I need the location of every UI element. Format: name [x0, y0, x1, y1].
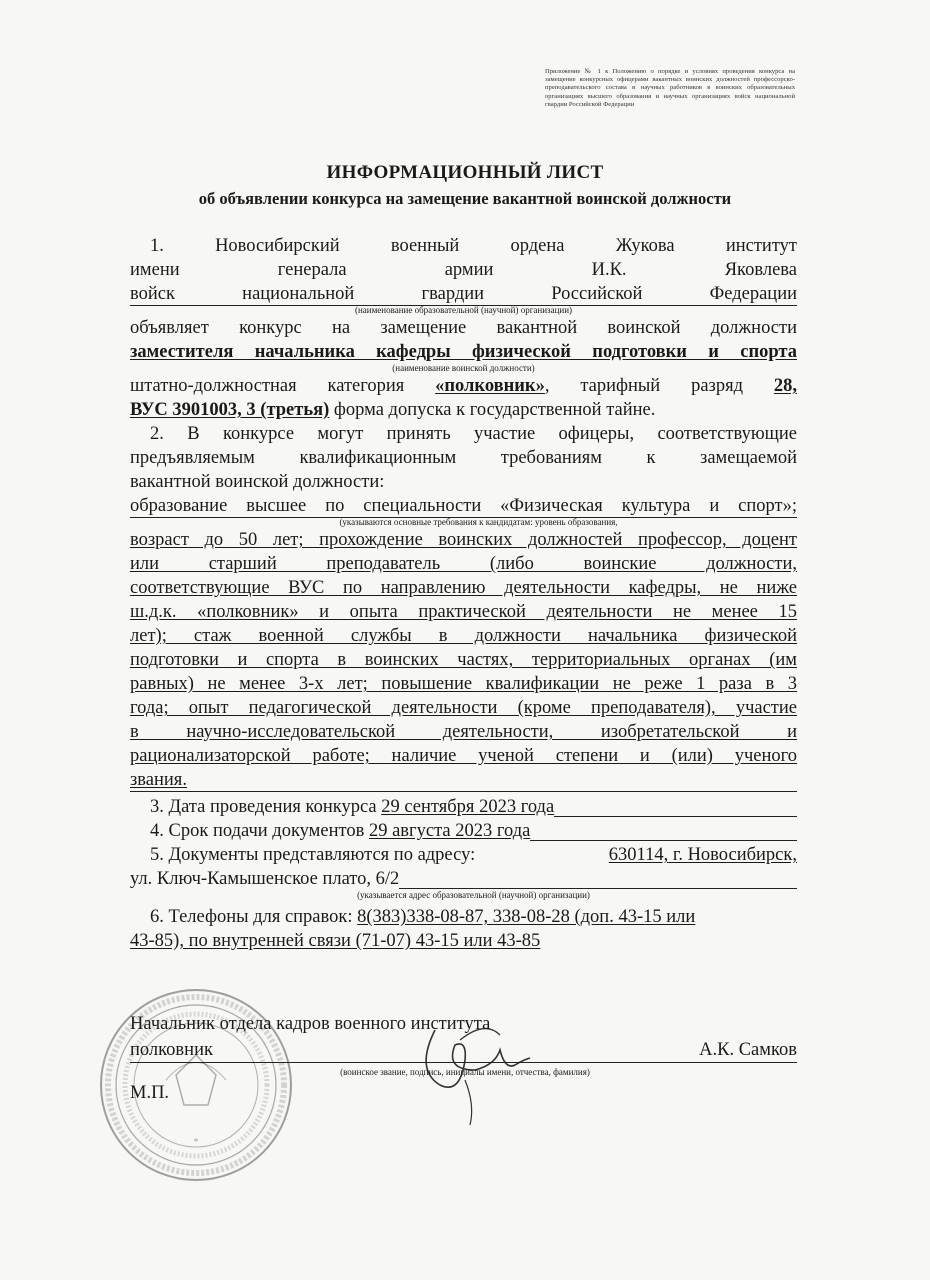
- p1-line7-b: форма допуска к государственной тайне.: [329, 400, 656, 420]
- signer-name: А.К. Самков: [699, 1040, 797, 1060]
- req-line: возраст до 50 лет; прохождение воинских должностей профессор, доцент: [130, 530, 797, 550]
- req-line: подготовки и спорта в воинских частях, территориальных органах (им: [130, 650, 797, 670]
- p6-label: 6. Телефоны для справок:: [150, 907, 358, 927]
- requirements-caption: (указываются основные требования к кандидатам: уровень образования,: [339, 517, 618, 527]
- p1-line6-b: , тарифный разряд: [544, 376, 774, 396]
- p5-label: 5. Документы представляются по адресу:: [150, 845, 476, 865]
- p1-line1: 1. Новосибирский военный ордена Жукова институт: [150, 236, 797, 256]
- p2-line1: 2. В конкурсе могут принять участие офицеры, соответствующие: [150, 424, 797, 444]
- document-subtitle: об объявлении конкурса на замещение вакантной воинской должности: [198, 189, 732, 208]
- document-title: ИНФОРМАЦИОННЫЙ ЛИСТ: [326, 162, 604, 183]
- p6-line1: [130, 905, 797, 929]
- org-caption: (наименование образовательной (научной) организации): [354, 305, 573, 315]
- req-line: лет); стаж военной службы в должности начальника физической: [130, 626, 797, 646]
- category-value: «полковник»: [435, 376, 545, 396]
- signature-block: [130, 1012, 797, 1107]
- stamp-place: М.П.: [130, 1083, 170, 1103]
- appendix-note: Приложение № 1 к Положению о порядке и условиях проведения конкурса на замещение конкурсных офицерами вакантных воинских должностей профессорско-преподавательского состава и научных работников в воинских образовательных организациях высшего образования и научных организациях войск национальной гвардии Российской Федерации: [545, 68, 795, 108]
- contest-date: 29 сентября 2023 года: [381, 797, 555, 817]
- submission-deadline: 29 августа 2023 года: [368, 821, 531, 841]
- p1-line3: войск национальной гвардии Российской Федерации: [130, 284, 797, 304]
- requirements-list: [130, 528, 797, 792]
- phones-line1: 8(383)338-08-87, 338-08-28 (доп. 43-15 или: [357, 907, 696, 927]
- req-line: года; опыт педагогической деятельности (кроме преподавателя), участие: [130, 698, 797, 718]
- req-line: в научно-исследовательской деятельности, изобретательской и: [130, 722, 797, 742]
- signer-rank: полковник: [130, 1040, 213, 1060]
- document-body: [130, 234, 797, 953]
- position-name: заместителя начальника кафедры физической подготовки и спорта: [130, 342, 797, 362]
- p2-line3: вакантной воинской должности:: [130, 472, 385, 492]
- phones-line2: 43-85), по внутренней связи (71-07) 43-15 или 43-85: [130, 931, 541, 951]
- p1-line6: [130, 374, 797, 398]
- p3-label: 3. Дата проведения конкурса: [150, 797, 382, 817]
- vus-value: ВУС 3901003, 3 (третья): [130, 400, 330, 420]
- p3-line: [130, 795, 797, 819]
- p1-line7: [130, 398, 797, 422]
- p4-label: 4. Срок подачи документов: [150, 821, 369, 841]
- address-line2: ул. Ключ-Камышенское плато, 6/2: [130, 869, 400, 889]
- svg-text:*: *: [193, 1137, 199, 1148]
- position-caption: (наименование воинской должности): [392, 363, 535, 373]
- signature-caption: (воинское звание, подпись, инициалы имени, отчества, фамилия): [340, 1067, 590, 1077]
- req-line: равных) не менее 3-х лет; повышение квалификации не реже 1 раза в 3: [130, 674, 797, 694]
- signer-role: Начальник отдела кадров военного института: [130, 1014, 491, 1034]
- p1-line4: объявляет конкурс на замещение вакантной воинской должности: [130, 318, 797, 338]
- p1-line2: имени генерала армии И.К. Яковлева: [130, 260, 797, 280]
- p6-line2: [130, 929, 797, 953]
- p5-line2: [130, 867, 797, 891]
- p1-line6-a: штатно-должностная категория: [130, 376, 436, 396]
- grade-value: 28,: [773, 376, 797, 396]
- education-requirement: образование высшее по специальности «Физическая культура и спорт»;: [130, 496, 797, 516]
- signer-rank-row: [130, 1038, 797, 1063]
- req-line: рационализаторской работе; наличие ученой степени и (или) ученого: [130, 746, 797, 766]
- address-caption: (указывается адрес образовательной (научной) организации): [357, 890, 590, 900]
- req-line: звания.: [130, 768, 797, 792]
- p4-line: [130, 819, 797, 843]
- req-line: ш.д.к. «полковник» и опыта практической деятельности не менее 15: [130, 602, 797, 622]
- req-line: соответствующие ВУС по направлению деятельности кафедры, не ниже: [130, 578, 797, 598]
- req-line: или старший преподаватель (либо воинские должности,: [130, 554, 797, 574]
- address-line1: 630114, г. Новосибирск,: [608, 845, 797, 865]
- p5-line: [130, 843, 797, 867]
- p2-line2: предъявляемым квалификационным требованиям к замещаемой: [130, 448, 797, 468]
